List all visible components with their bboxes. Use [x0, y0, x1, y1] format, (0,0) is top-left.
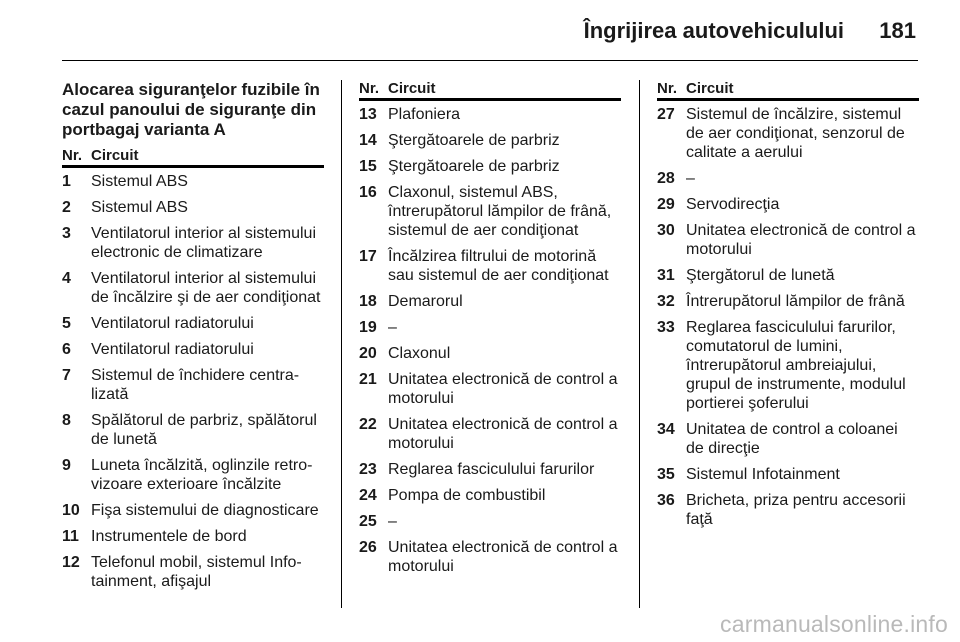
page-title: Îngrijirea autovehiculului — [583, 18, 844, 43]
fuse-row — [359, 512, 621, 531]
fuse-circuit: Ventilatorul radiatorului — [91, 341, 254, 358]
fuse-number: 14 — [359, 132, 377, 149]
fuse-circuit: Unitatea de control a coloanei de direcţie — [686, 421, 898, 457]
fuse-number: 3 — [62, 225, 71, 242]
fuse-row — [657, 221, 919, 259]
fuse-number: 25 — [359, 513, 377, 530]
fuse-row — [359, 370, 621, 408]
fuse-circuit: – — [388, 513, 397, 530]
fuse-row — [657, 491, 919, 529]
fuse-circuit: Reglarea fasciculului farurilor — [388, 461, 595, 478]
fuse-number: 31 — [657, 267, 675, 284]
header-nr: Nr. — [359, 80, 380, 97]
fuse-row — [657, 292, 919, 311]
fuse-number: 4 — [62, 270, 71, 287]
fuse-circuit: Unitatea electronică de control a motorului — [388, 416, 618, 452]
header-circuit: Circuit — [91, 147, 139, 164]
fuse-circuit: Reglarea fasciculului farurilor, comutatorul de lumini, întrerupătorul ambreiajului, grupul de instrumente, modulul portierei şoferului — [686, 319, 906, 412]
column-divider-1 — [341, 80, 342, 608]
fuse-row — [62, 527, 324, 546]
fuse-row — [359, 460, 621, 479]
fuse-row — [62, 198, 324, 217]
fuse-number: 12 — [62, 554, 80, 571]
fuse-circuit: Ştergătoarele de parbriz — [388, 158, 560, 175]
fuse-number: 1 — [62, 173, 71, 190]
column-3 — [657, 80, 919, 536]
fuse-circuit: Ştergătorul de lunetă — [686, 267, 835, 284]
fuse-row — [657, 465, 919, 484]
fuse-circuit: Demarorul — [388, 293, 463, 310]
fuse-row — [359, 318, 621, 337]
fuse-circuit: – — [686, 170, 695, 187]
fuse-list-3 — [657, 105, 919, 529]
fuse-number: 2 — [62, 199, 71, 216]
fuse-number: 8 — [62, 412, 71, 429]
fuse-number: 5 — [62, 315, 71, 332]
fuse-row — [657, 195, 919, 214]
section-title: Alocarea siguranţelor fuzibile în cazul panoului de siguranţe din portbagaj varianta A — [62, 80, 320, 139]
fuse-circuit: Claxonul — [388, 345, 451, 362]
fuse-number: 36 — [657, 492, 675, 509]
fuse-circuit: Unitatea electronică de control a motorului — [686, 222, 916, 258]
fuse-circuit: Bricheta, priza pentru accesorii faţă — [686, 492, 906, 528]
fuse-row — [62, 553, 324, 591]
fuse-number: 10 — [62, 502, 80, 519]
fuse-number: 28 — [657, 170, 675, 187]
fuse-row — [657, 318, 919, 413]
fuse-row — [359, 415, 621, 453]
fuse-circuit: Luneta încălzită, oglinzile retro-vizoare exterioare încălzite — [91, 457, 313, 493]
fuse-row — [359, 344, 621, 363]
table-header-3 — [657, 80, 919, 101]
fuse-number: 18 — [359, 293, 377, 310]
fuse-row — [359, 486, 621, 505]
fuse-number: 6 — [62, 341, 71, 358]
fuse-number: 27 — [657, 106, 675, 123]
fuse-circuit: Sistemul de închidere centra-lizată — [91, 367, 300, 403]
fuse-number: 20 — [359, 345, 377, 362]
fuse-list-1 — [62, 172, 324, 591]
fuse-number: 21 — [359, 371, 377, 388]
fuse-row — [359, 157, 621, 176]
fuse-list-2 — [359, 105, 621, 576]
fuse-row — [359, 105, 621, 124]
fuse-circuit: Fişa sistemului de diagnosticare — [91, 502, 319, 519]
fuse-row — [62, 456, 324, 494]
fuse-number: 7 — [62, 367, 71, 384]
fuse-circuit: Sistemul ABS — [91, 199, 188, 216]
fuse-number: 15 — [359, 158, 377, 175]
page-number: 181 — [879, 18, 916, 43]
fuse-row — [62, 366, 324, 404]
fuse-number: 24 — [359, 487, 377, 504]
fuse-number: 16 — [359, 184, 377, 201]
fuse-circuit: Sistemul Infotainment — [686, 466, 840, 483]
column-divider-2 — [639, 80, 640, 608]
column-1 — [62, 80, 324, 598]
column-2 — [359, 80, 621, 583]
fuse-number: 34 — [657, 421, 675, 438]
fuse-circuit: Pompa de combustibil — [388, 487, 546, 504]
fuse-number: 32 — [657, 293, 675, 310]
fuse-row — [359, 538, 621, 576]
page-header — [62, 18, 918, 61]
fuse-circuit: Unitatea electronică de control a motorului — [388, 371, 618, 407]
header-circuit: Circuit — [388, 80, 436, 97]
fuse-circuit: Sistemul de încălzire, sistemul de aer condiţionat, senzorul de calitate a aerului — [686, 106, 905, 161]
table-header-1 — [62, 147, 324, 168]
fuse-number: 23 — [359, 461, 377, 478]
fuse-row — [62, 411, 324, 449]
fuse-circuit: – — [388, 319, 397, 336]
fuse-row — [62, 314, 324, 333]
fuse-row — [359, 131, 621, 150]
fuse-circuit: Claxonul, sistemul ABS, întrerupătorul lămpilor de frână, sistemul de aer condiţionat — [388, 184, 612, 239]
fuse-row — [359, 292, 621, 311]
fuse-number: 26 — [359, 539, 377, 556]
fuse-circuit: Întrerupătorul lămpilor de frână — [686, 293, 905, 310]
fuse-row — [657, 266, 919, 285]
fuse-row — [657, 105, 919, 162]
fuse-row — [359, 247, 621, 285]
fuse-circuit: Ventilatorul interior al sistemului de încălzire şi de aer condiţionat — [91, 270, 321, 306]
fuse-number: 33 — [657, 319, 675, 336]
fuse-circuit: Ventilatorul interior al sistemului electronic de climatizare — [91, 225, 316, 261]
fuse-number: 22 — [359, 416, 377, 433]
table-header-2 — [359, 80, 621, 101]
fuse-row — [62, 172, 324, 191]
fuse-number: 19 — [359, 319, 377, 336]
watermark: carmanualsonline.info — [720, 611, 948, 637]
fuse-circuit: Ventilatorul radiatorului — [91, 315, 254, 332]
fuse-row — [657, 169, 919, 188]
fuse-number: 9 — [62, 457, 71, 474]
fuse-circuit: Spălătorul de parbriz, spălătorul de lunetă — [91, 412, 317, 448]
fuse-circuit: Plafoniera — [388, 106, 461, 123]
header-nr: Nr. — [62, 147, 83, 164]
fuse-row — [62, 269, 324, 307]
fuse-number: 30 — [657, 222, 675, 239]
header-nr: Nr. — [657, 80, 678, 97]
fuse-circuit: Sistemul ABS — [91, 173, 188, 190]
fuse-row — [359, 183, 621, 240]
fuse-number: 29 — [657, 196, 675, 213]
fuse-circuit: Servodirecţia — [686, 196, 780, 213]
fuse-circuit: Ştergătoarele de parbriz — [388, 132, 560, 149]
fuse-row — [62, 501, 324, 520]
fuse-row — [657, 420, 919, 458]
fuse-row — [62, 224, 324, 262]
fuse-number: 35 — [657, 466, 675, 483]
fuse-number: 11 — [62, 528, 79, 545]
fuse-number: 17 — [359, 248, 377, 265]
fuse-circuit: Încălzirea filtrului de motorină sau sistemul de aer condiţionat — [388, 248, 609, 284]
fuse-number: 13 — [359, 106, 377, 123]
header-circuit: Circuit — [686, 80, 734, 97]
fuse-row — [62, 340, 324, 359]
fuse-circuit: Unitatea electronică de control a motorului — [388, 539, 618, 575]
fuse-circuit: Instrumentele de bord — [91, 528, 247, 545]
fuse-circuit: Telefonul mobil, sistemul Info-tainment, afişajul — [91, 554, 302, 590]
